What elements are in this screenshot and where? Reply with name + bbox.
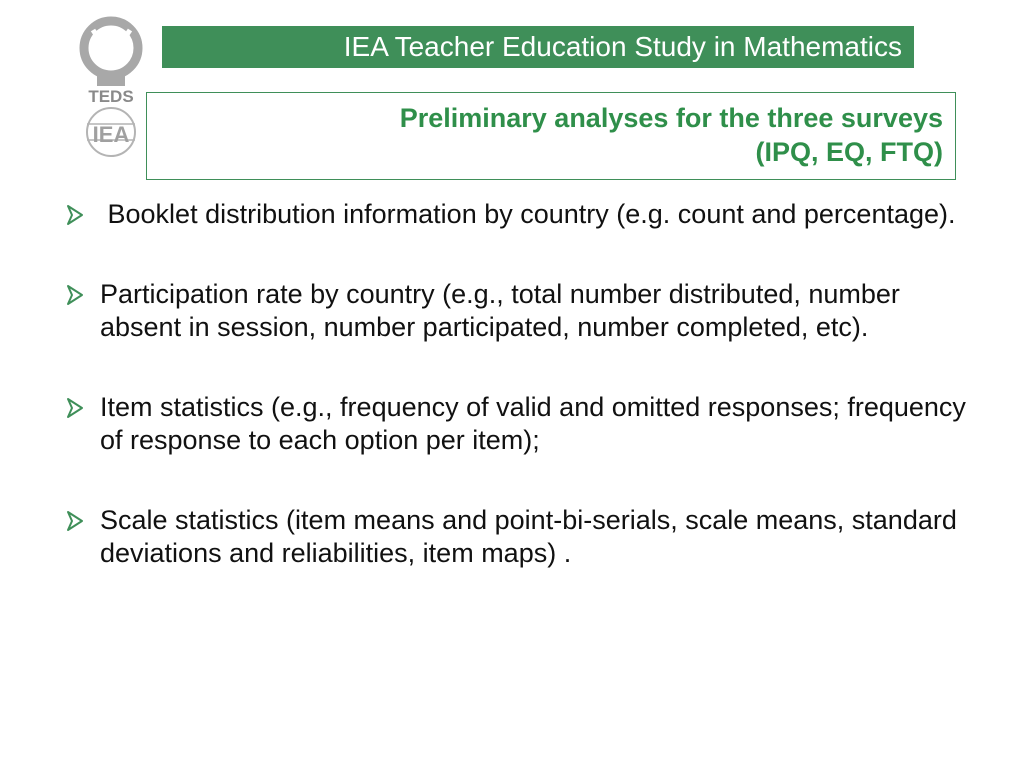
slide-title-line1: Preliminary analyses for the three surveys (399, 103, 943, 133)
bullet-text: Scale statistics (item means and point-bi-serials, scale means, standard deviations and reliabilities, item maps) . (100, 505, 957, 568)
arrowhead-bullet-icon (66, 397, 84, 419)
arrowhead-bullet-icon (66, 510, 84, 532)
arrowhead-bullet-icon (66, 204, 84, 226)
bullet-list (64, 198, 974, 570)
bullet-text: Participation rate by country (e.g., total number distributed, number absent in session, number participated, number completed, etc). (100, 279, 900, 342)
arrowhead-bullet-icon (66, 284, 84, 306)
slide-title-box (146, 92, 956, 180)
bullet-item (64, 391, 974, 457)
bullet-item (64, 504, 974, 570)
logo-iea-text: IEA (92, 122, 130, 147)
bullet-text: Item statistics (e.g., frequency of valid and omitted responses; frequency of response to each option per item); (100, 392, 966, 455)
teds-iea-logo (72, 16, 150, 158)
study-header-bar (162, 26, 914, 68)
bullet-item (64, 198, 974, 231)
bullet-item (64, 278, 974, 344)
bullet-text: Booklet distribution information by country (e.g. count and percentage). (100, 199, 956, 229)
study-title: IEA Teacher Education Study in Mathematics (343, 31, 902, 62)
logo-teds-text: TEDS (88, 87, 134, 106)
slide-title-line2: (IPQ, EQ, FTQ) (755, 137, 943, 167)
